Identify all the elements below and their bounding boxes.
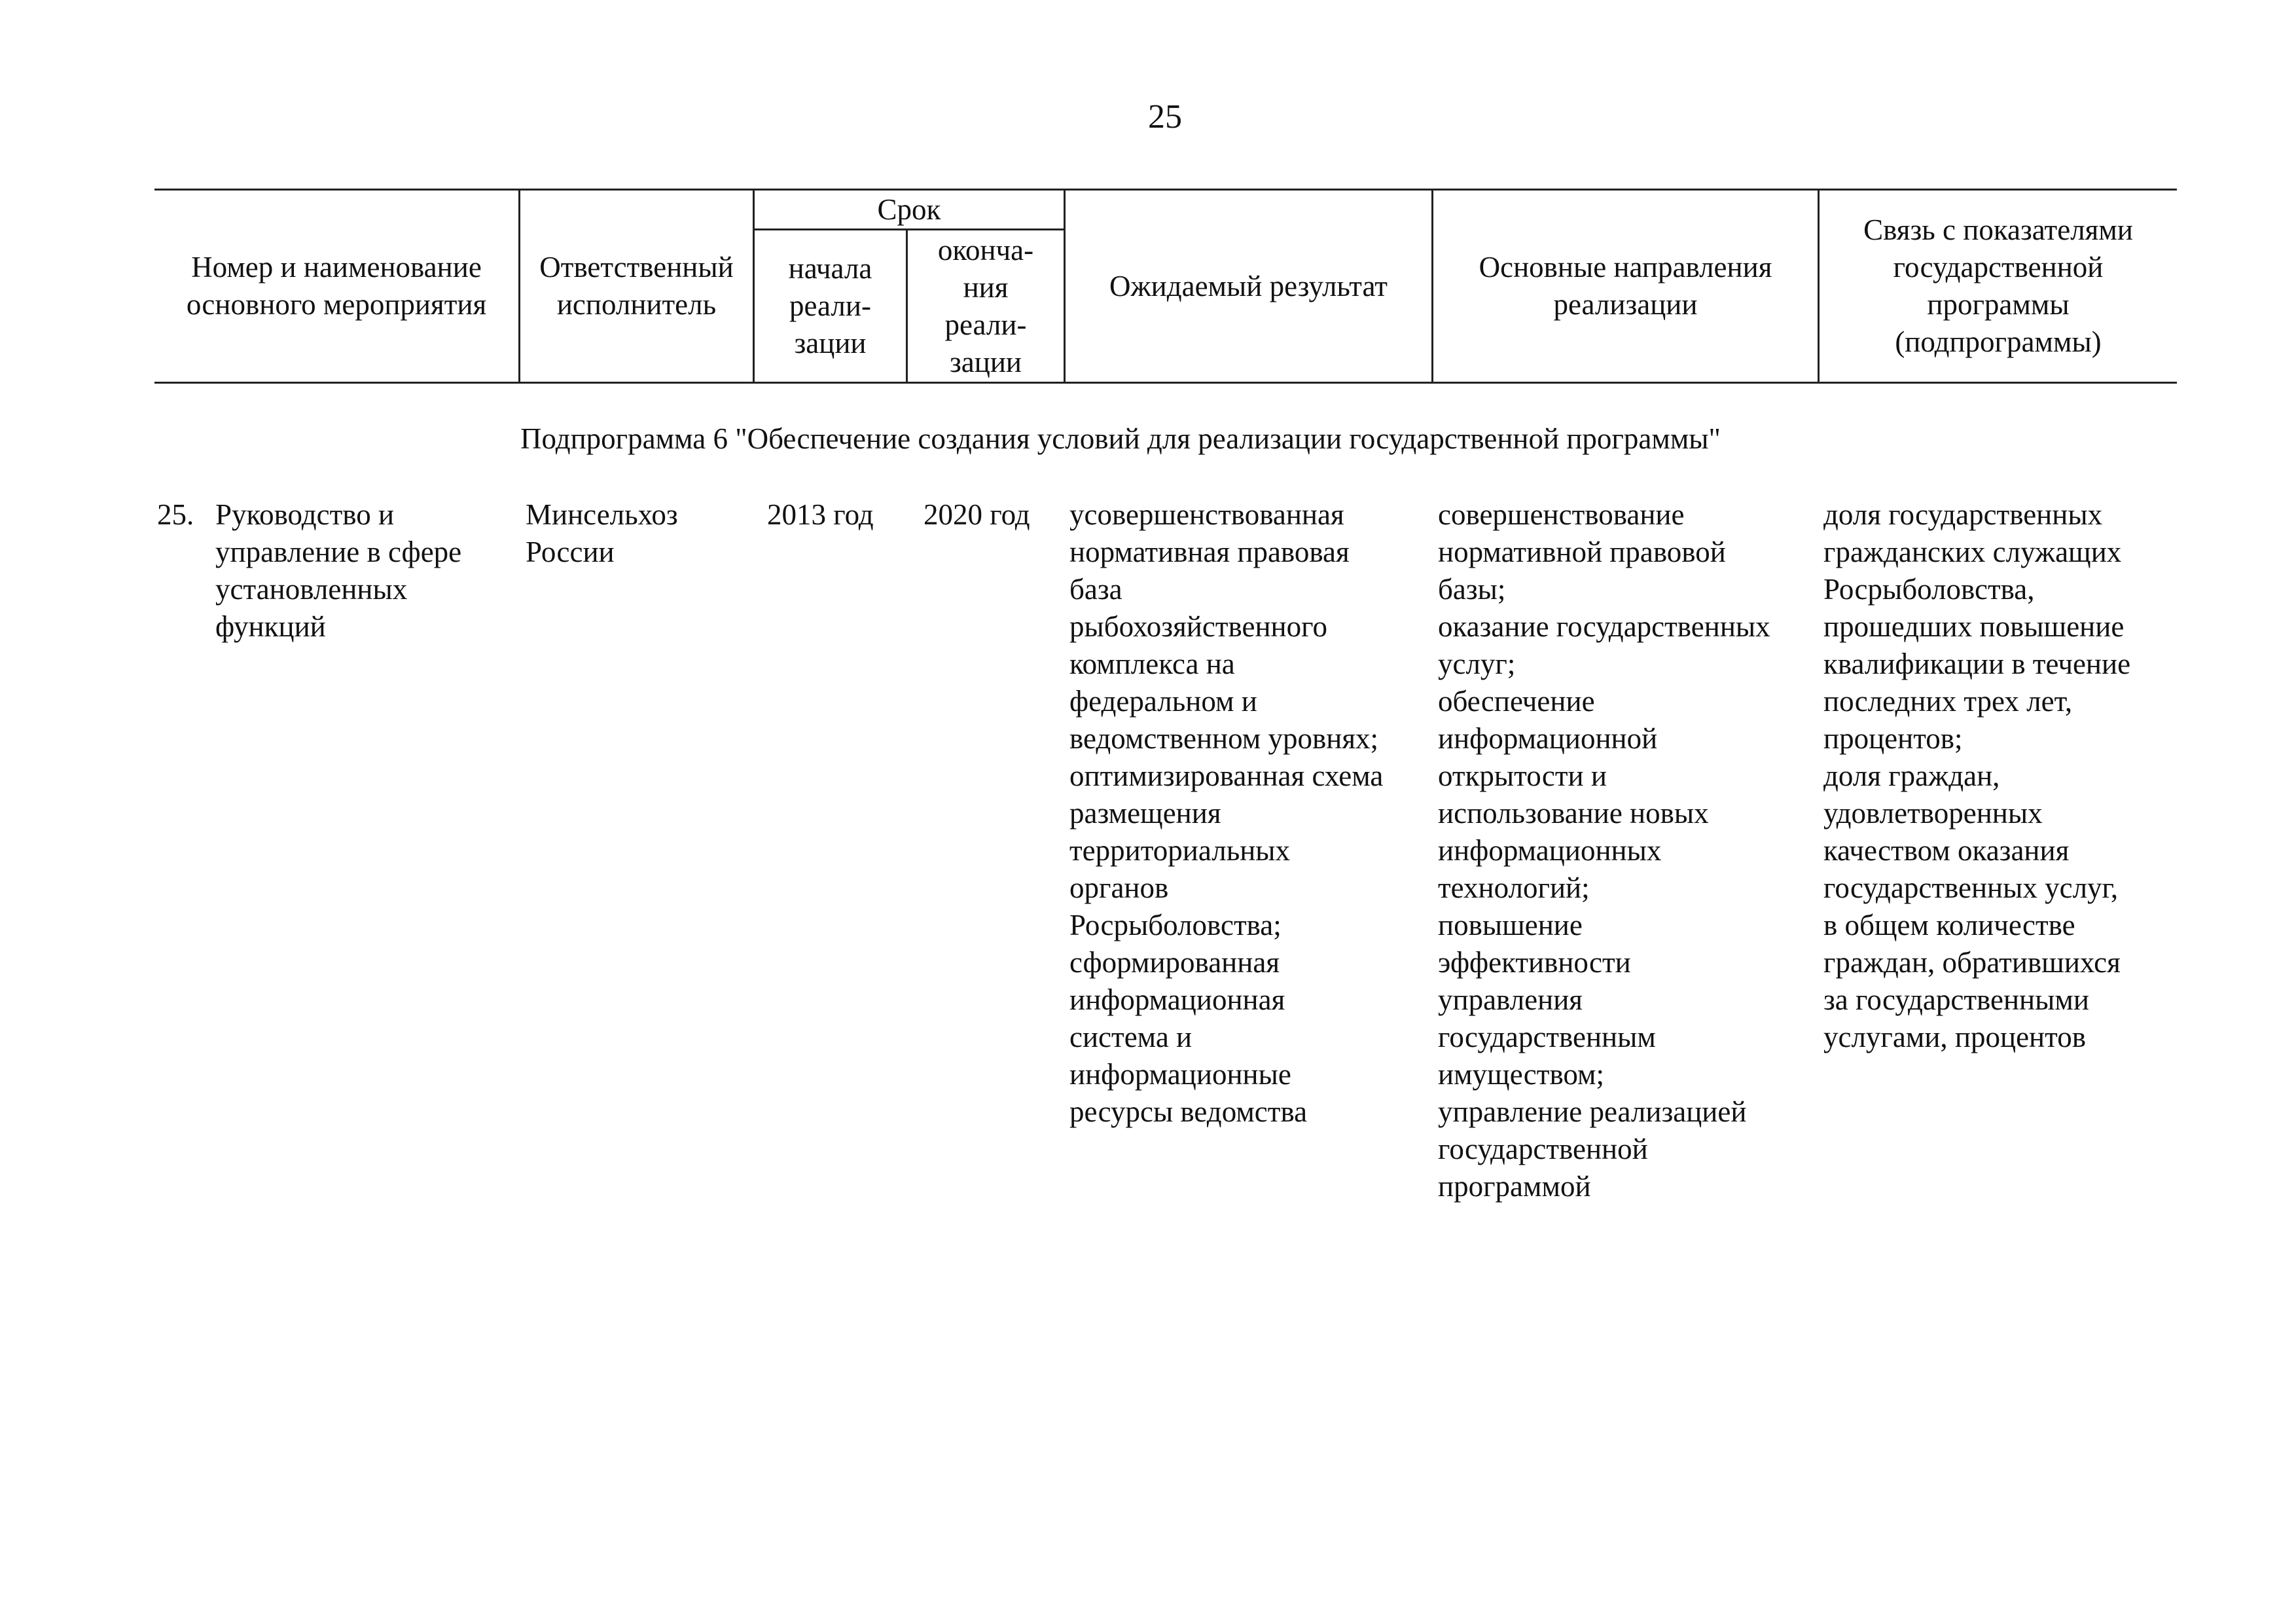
row-result: усовершенствованная нормативная правовая база рыбохозяйственного комплекса на федеральном и ведомственном уровнях; оптимизированная схема размещения территориальных органов Росрыболовства; сформированная информационная система и информационные ресурсы ведомства [1069,498,1384,1128]
row-directions: совершенствование нормативной правовой базы; оказание государственных услуг; обеспечение информационной открытости и использование новых информационных технологий; повышение эффективности управления государственным имуществом; управление реализацией государственной программой [1438,498,1770,1203]
row-link: доля государственных гражданских служащих Росрыболовства, прошедших повышение квалификации в течение последних трех лет, процентов; доля граждан, удовлетворенных качеством оказания государственных услуг, в общем количестве граждан, обратившихся за государственными услугами, процентов [1823,498,2131,1053]
row-executor: Минсельхоз России [526,498,678,568]
header-directions: Основные направления реализации [1479,251,1772,321]
row-end: 2020 год [924,498,1030,531]
header-start: начала реали- зации [788,252,872,359]
row-number: 25. [157,498,194,531]
header-link: Связь с показателями государственной программы (подпрограммы) [1863,213,2133,358]
header-name: Номер и наименование основного мероприятия [186,251,487,321]
header-result: Ожидаемый результат [1109,269,1388,302]
header-executor: Ответственный исполнитель [539,251,734,321]
header-bottom-rule [154,382,2177,384]
row-name: Руководство и управление в сфере установленных функций [215,498,462,643]
header-term: Срок [877,192,941,226]
subprogram-title: Подпрограмма 6 "Обеспечение создания условий для реализации государственной программы" [520,422,1721,455]
row-start: 2013 год [767,498,874,531]
header-end: оконча- ния реали- зации [937,233,1034,378]
page-number: 25 [1148,98,1182,136]
